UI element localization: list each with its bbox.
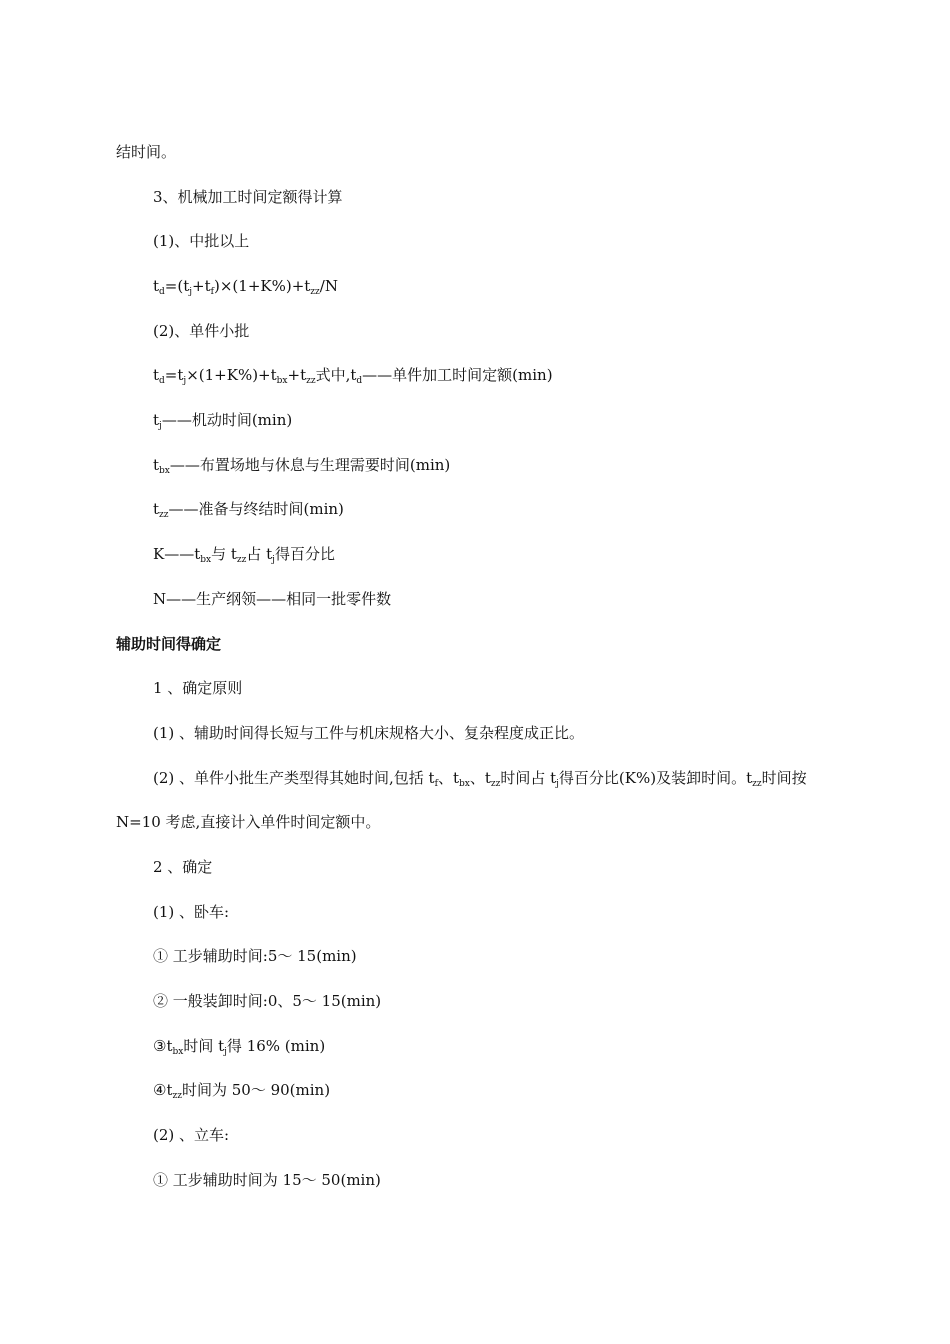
definition-line: $K——t_{bx}$与 $t_{zz}$占 $t_j$得百分比	[153, 545, 335, 565]
definition-line: $t_{bx}——$布置场地与休息与生理需要时间(min)	[153, 456, 451, 476]
section-heading-bold: 辅助时间得确定	[116, 635, 222, 653]
text-line: 1 、确定原则	[153, 679, 243, 697]
formula-line: $t_d=(t_j+t_f)\times(1+K\%)+t_{zz}/N$	[153, 277, 338, 297]
definition-line: $t_{zz}——$准备与终结时间(min)	[153, 500, 344, 520]
text-line: (1) 、卧车:	[153, 903, 230, 921]
text-line: (1) 、辅助时间得长短与工件与机床规格大小、复杂程度成正比。	[153, 724, 585, 742]
list-item: ① 工步辅助时间为 15～ 50(min)	[153, 1171, 381, 1189]
formula-line: $t_d=t_j\times(1+K\%)+t_{bx}+t_{zz}$式中$,t_d——$单件加工时间定额(min)	[153, 366, 553, 386]
definition-line: $t_j——$机动时间(min)	[153, 411, 293, 431]
text-line: (2) 、单件小批生产类型得其她时间,包括 $t_f$、$t_{bx}$、$t_{zz}$时间占 $t_j$得百分比(K%)及装卸时间。$t_{zz}$时间按	[153, 769, 807, 789]
text-line: 2 、确定	[153, 858, 213, 876]
list-item: ① 工步辅助时间:5～ 15(min)	[153, 947, 357, 965]
definition-line: N——生产纲领——相同一批零件数	[153, 590, 392, 608]
text-line: (2)、单件小批	[153, 322, 250, 340]
text-line: N=10 考虑,直接计入单件时间定额中。	[116, 813, 381, 831]
text-line: 结时间。	[116, 143, 177, 161]
text-line: (1)、中批以上	[153, 232, 250, 250]
list-item: $④t_{zz}$时间为 50～ 90(min)	[153, 1081, 331, 1101]
text-line: (2) 、立车:	[153, 1126, 230, 1144]
list-item: ② 一般装卸时间:0、5～ 15(min)	[153, 992, 382, 1010]
section-heading: 3、机械加工时间定额得计算	[153, 188, 343, 206]
list-item: $③t_{bx}$时间 $t_j$得 16% (min)	[153, 1037, 326, 1057]
